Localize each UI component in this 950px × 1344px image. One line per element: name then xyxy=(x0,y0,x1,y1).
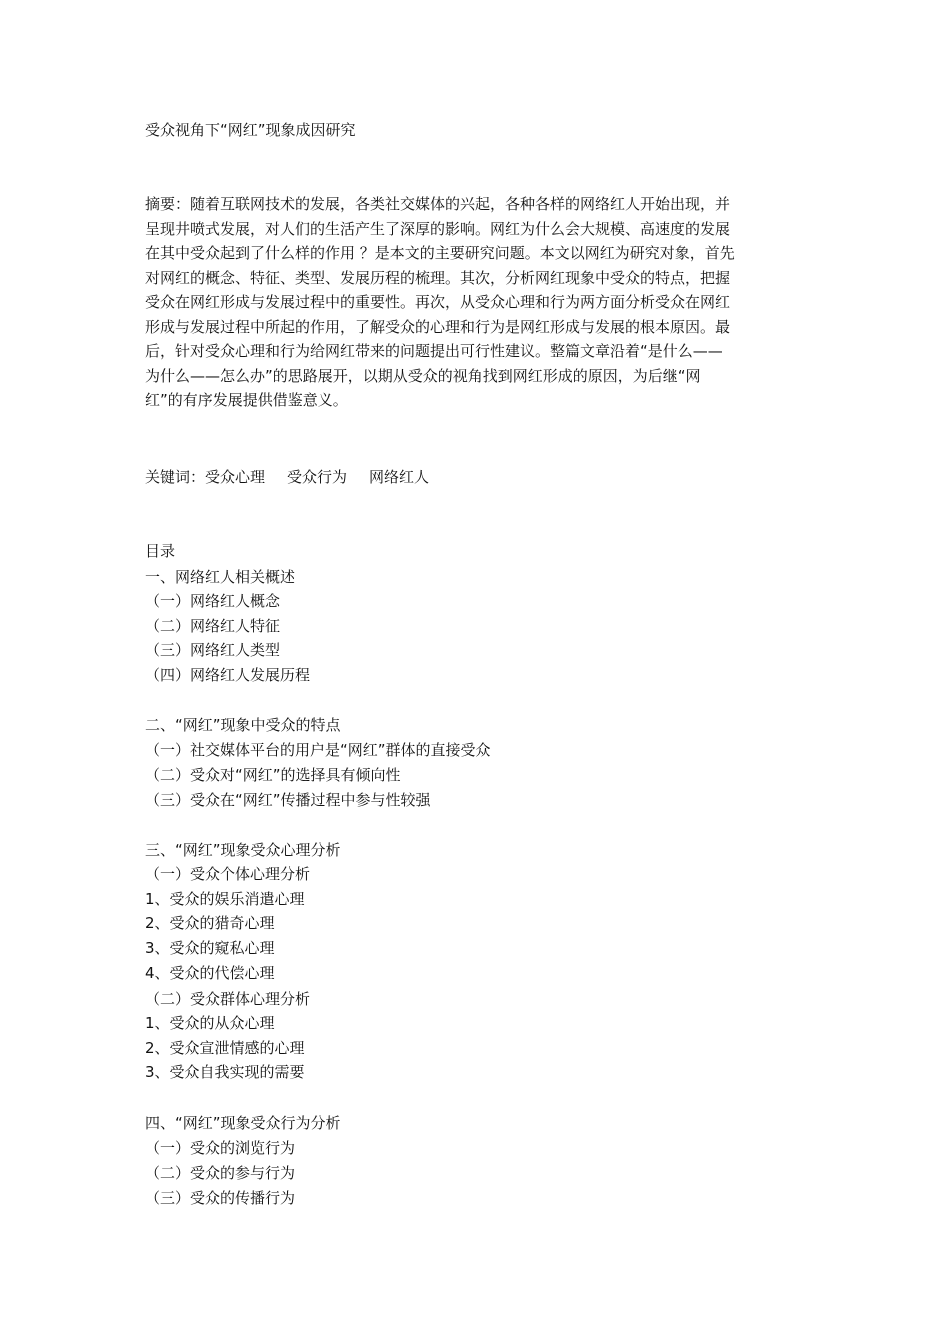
toc-entry: （一）网络红人概念 xyxy=(145,592,281,610)
toc-section-heading: 二、“网红”现象中受众的特点 xyxy=(145,716,341,734)
toc-entry: 3、受众的窥私心理 xyxy=(145,939,275,957)
abstract-line: 对网红的概念、特征、类型、发展历程的梳理。其次，分析网红现象中受众的特点，把握 xyxy=(145,268,731,287)
abstract-line: 受众在网红形成与发展过程中的重要性。再次，从受众心理和行为两方面分析受众在网红 xyxy=(145,293,731,311)
toc-entry: （二）受众群体心理分析 xyxy=(145,990,311,1008)
toc-entry: （三）受众在“网红”传播过程中参与性较强 xyxy=(145,791,431,809)
toc-entry: （一）社交媒体平台的用户是“网红”群体的直接受众 xyxy=(145,741,491,759)
document-title: 受众视角下“网红”现象成因研究 xyxy=(145,121,356,139)
abstract-line: 形成与发展过程中所起的作用，了解受众的心理和行为是网红形成与发展的根本原因。最 xyxy=(145,317,731,336)
toc-entry: （四）网络红人发展历程 xyxy=(145,666,311,684)
toc-section-heading: 三、“网红”现象受众心理分析 xyxy=(145,841,341,859)
keywords-label: 关键词： xyxy=(145,468,206,486)
keyword: 网络红人 xyxy=(369,468,430,486)
toc-entry: 2、受众宣泄情感的心理 xyxy=(145,1039,305,1057)
toc-section-heading: 四、“网红”现象受众行为分析 xyxy=(145,1114,341,1132)
keyword: 受众行为 xyxy=(287,468,348,486)
abstract-line: 呈现井喷式发展，对人们的生活产生了深厚的影响。网红为什么会大规模、高速度的发展 xyxy=(145,219,731,238)
toc-entry: 1、受众的从众心理 xyxy=(145,1014,275,1032)
abstract-paragraph xyxy=(145,192,807,413)
keyword: 受众心理 xyxy=(205,468,266,486)
toc-section-heading: 一、网络红人相关概述 xyxy=(145,568,296,586)
toc-entry: 4、受众的代偿心理 xyxy=(145,964,275,982)
keywords-line xyxy=(145,466,429,488)
abstract-line: 红”的有序发展提供借鉴意义。 xyxy=(145,391,348,409)
toc-heading: 目录 xyxy=(145,542,176,560)
toc-entry: 3、受众自我实现的需要 xyxy=(145,1063,305,1081)
abstract-line: 后，针对受众心理和行为给网红带来的问题提出可行性建议。整篇文章沿着“是什么—— xyxy=(145,342,723,360)
toc-entry: （一）受众的浏览行为 xyxy=(145,1139,296,1157)
toc-entry: （二）受众的参与行为 xyxy=(145,1164,296,1182)
toc-entry: （三）受众的传播行为 xyxy=(145,1189,296,1207)
toc-entry: （二）受众对“网红”的选择具有倾向性 xyxy=(145,766,401,784)
abstract-line: 摘要：随着互联网技术的发展，各类社交媒体的兴起，各种各样的网络红人开始出现，并 xyxy=(145,195,731,213)
toc-entry: （二）网络红人特征 xyxy=(145,617,281,635)
toc-entry: 2、受众的猎奇心理 xyxy=(145,914,275,932)
abstract-line: 在其中受众起到了什么样的作用 ？是本文的主要研究问题。本文以网红为研究对象，首先 xyxy=(145,244,735,262)
toc-entry: （一）受众个体心理分析 xyxy=(145,865,311,883)
toc-entry: （三）网络红人类型 xyxy=(145,641,281,659)
toc-entry: 1、受众的娱乐消遣心理 xyxy=(145,890,305,908)
abstract-line: 为什么——怎么办”的思路展开，以期从受众的视角找到网红形成的原因，为后继“网 xyxy=(145,366,701,385)
